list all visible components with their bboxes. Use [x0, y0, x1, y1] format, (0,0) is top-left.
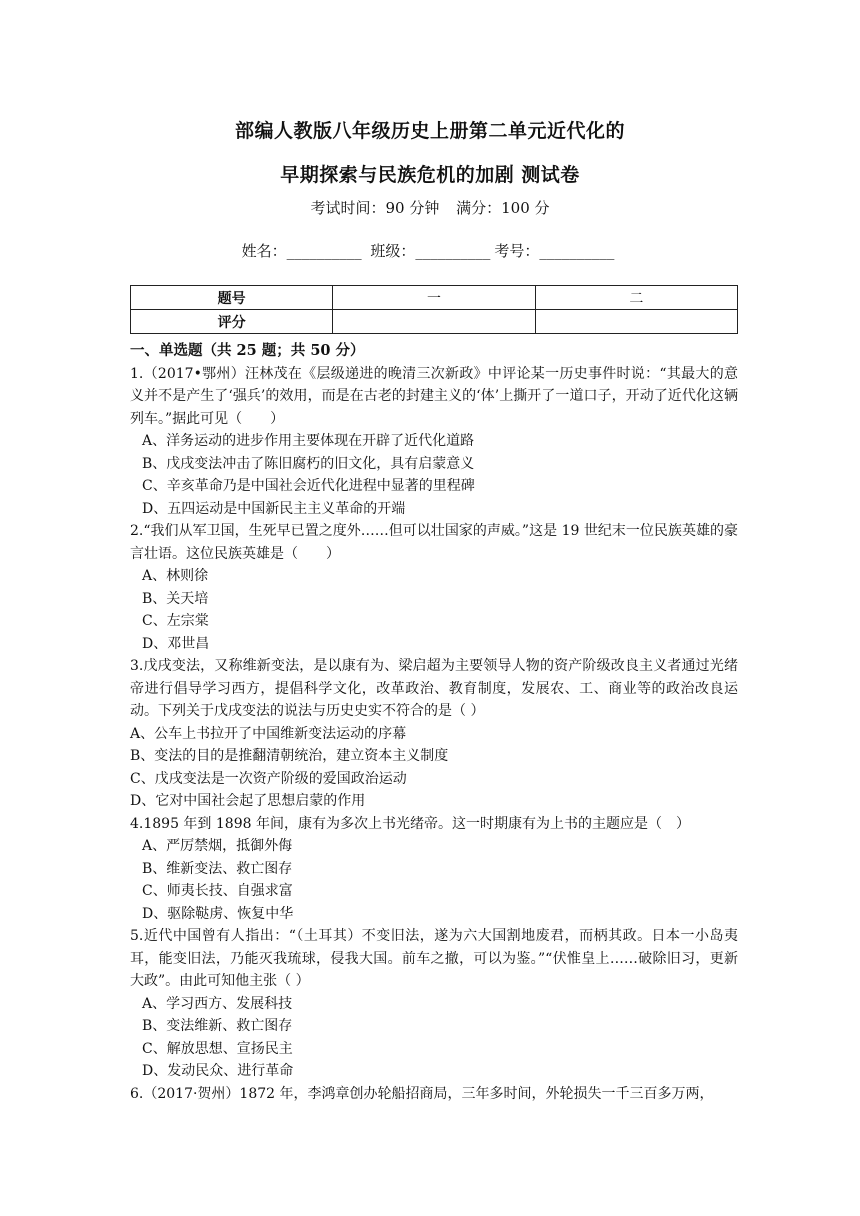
section-1-score: [333, 310, 535, 334]
score-label: 评分: [131, 310, 333, 334]
option: C、辛亥革命乃是中国社会近代化进程中显著的里程碑: [142, 478, 475, 494]
score-table-score-row: [131, 310, 738, 334]
option: A、洋务运动的进步作用主要体现在开辟了近代化道路: [142, 433, 475, 449]
option: D、驱除鞑虏、恢复中华: [142, 905, 294, 922]
class-field: 班级：__________: [370, 242, 491, 260]
title-line-2: 早期探索与民族危机的加剧 测试卷: [280, 164, 580, 186]
question-number-label: 题号: [131, 286, 333, 310]
questions-content: [130, 340, 738, 1105]
option: A、严厉禁烟，抵御外侮: [142, 838, 293, 854]
option: B、维新变法、救亡图存: [142, 860, 293, 877]
full-score: 满分：100 分: [456, 199, 550, 217]
option: B、变法维新、救亡图存: [142, 1018, 293, 1034]
score-table: [130, 285, 738, 334]
option: B、变法的目的是推翻清朝统治，建立资本主义制度: [130, 748, 449, 764]
question-stem: 4.1895 年到 1898 年间，康有为多次上书光绪帝。这一时期康有为上书的主题应是（ ）: [130, 815, 690, 832]
option: C、解放思想、宣扬民主: [142, 1040, 293, 1057]
option: B、戊戌变法冲击了陈旧腐朽的旧文化，具有启蒙意义: [142, 455, 475, 472]
question-stem: 6.（2017·贺州）1872 年，李鸿章创办轮船招商局，三年多时间，外轮损失一千三百多万两，: [130, 1085, 714, 1102]
question-stem: 3.戊戌变法，又称维新变法，是以康有为、梁启超为主要领导人物的资产阶级改良主义者通过光绪帝进行倡导学习西方，提倡科学文化，改革政治、教育制度，发展农、工、商业等的政治改良运动。下列关于戊戌变法的说法与历史史实不符合的是（ ）: [130, 658, 738, 719]
exam-info: [0, 197, 860, 218]
option: D、发动民众、进行革命: [142, 1063, 294, 1079]
name-field: 姓名：__________: [241, 242, 362, 260]
exam-time: 考试时间：90 分钟: [310, 199, 440, 217]
score-table-header-row: [131, 286, 738, 310]
option: D、它对中国社会起了思想启蒙的作用: [130, 793, 366, 809]
section-heading: 一、单选题（共 25 题；共 50 分）: [130, 342, 365, 359]
option: C、师夷长技、自强求富: [142, 883, 293, 899]
option: C、戊戌变法是一次资产阶级的爱国政治运动: [130, 770, 407, 787]
title-line-1: 部编人教版八年级历史上册第二单元近代化的: [234, 120, 625, 142]
section-2-score: [535, 310, 737, 334]
option: D、邓世昌: [142, 635, 210, 652]
number-field: 考号：__________: [494, 242, 615, 260]
section-2-header: 二: [535, 286, 737, 310]
question-stem: 5.近代中国曾有人指出：“（土耳其）不变旧法，遂为六大国割地废君，而柄其政。日本一小岛夷耳，能变旧法，乃能灭我琉球，侵我大国。前车之撤，可以为鉴。”“伏惟皇上……破除旧习，更新大政”。由此可知他主张（ ）: [130, 928, 738, 989]
question-stem: 1.（2017•鄂州）汪林茂在《层级递进的晚清三次新政》中评论某一历史事件时说：“其最大的意义并不是产生了‘强兵’的效用，而是在古老的封建主义的‘体’上撕开了一道口子，开动了近代化这辆列车。”据此可见（ ）: [130, 365, 738, 427]
student-info: [0, 240, 860, 261]
option: A、学习西方、发展科技: [142, 995, 293, 1012]
question-stem: 2.“我们从军卫国，生死早已置之度外……但可以壮国家的声威。”这是 19 世纪末一位民族英雄的豪言壮语。这位民族英雄是（ ）: [130, 523, 738, 562]
option: A、公车上书拉开了中国维新变法运动的序幕: [130, 725, 407, 742]
option: A、林则徐: [142, 568, 209, 584]
option: B、关天培: [142, 590, 209, 607]
option: C、左宗棠: [142, 613, 209, 629]
option: D、五四运动是中国新民主主义革命的开端: [142, 500, 406, 517]
section-1-header: 一: [333, 286, 535, 310]
